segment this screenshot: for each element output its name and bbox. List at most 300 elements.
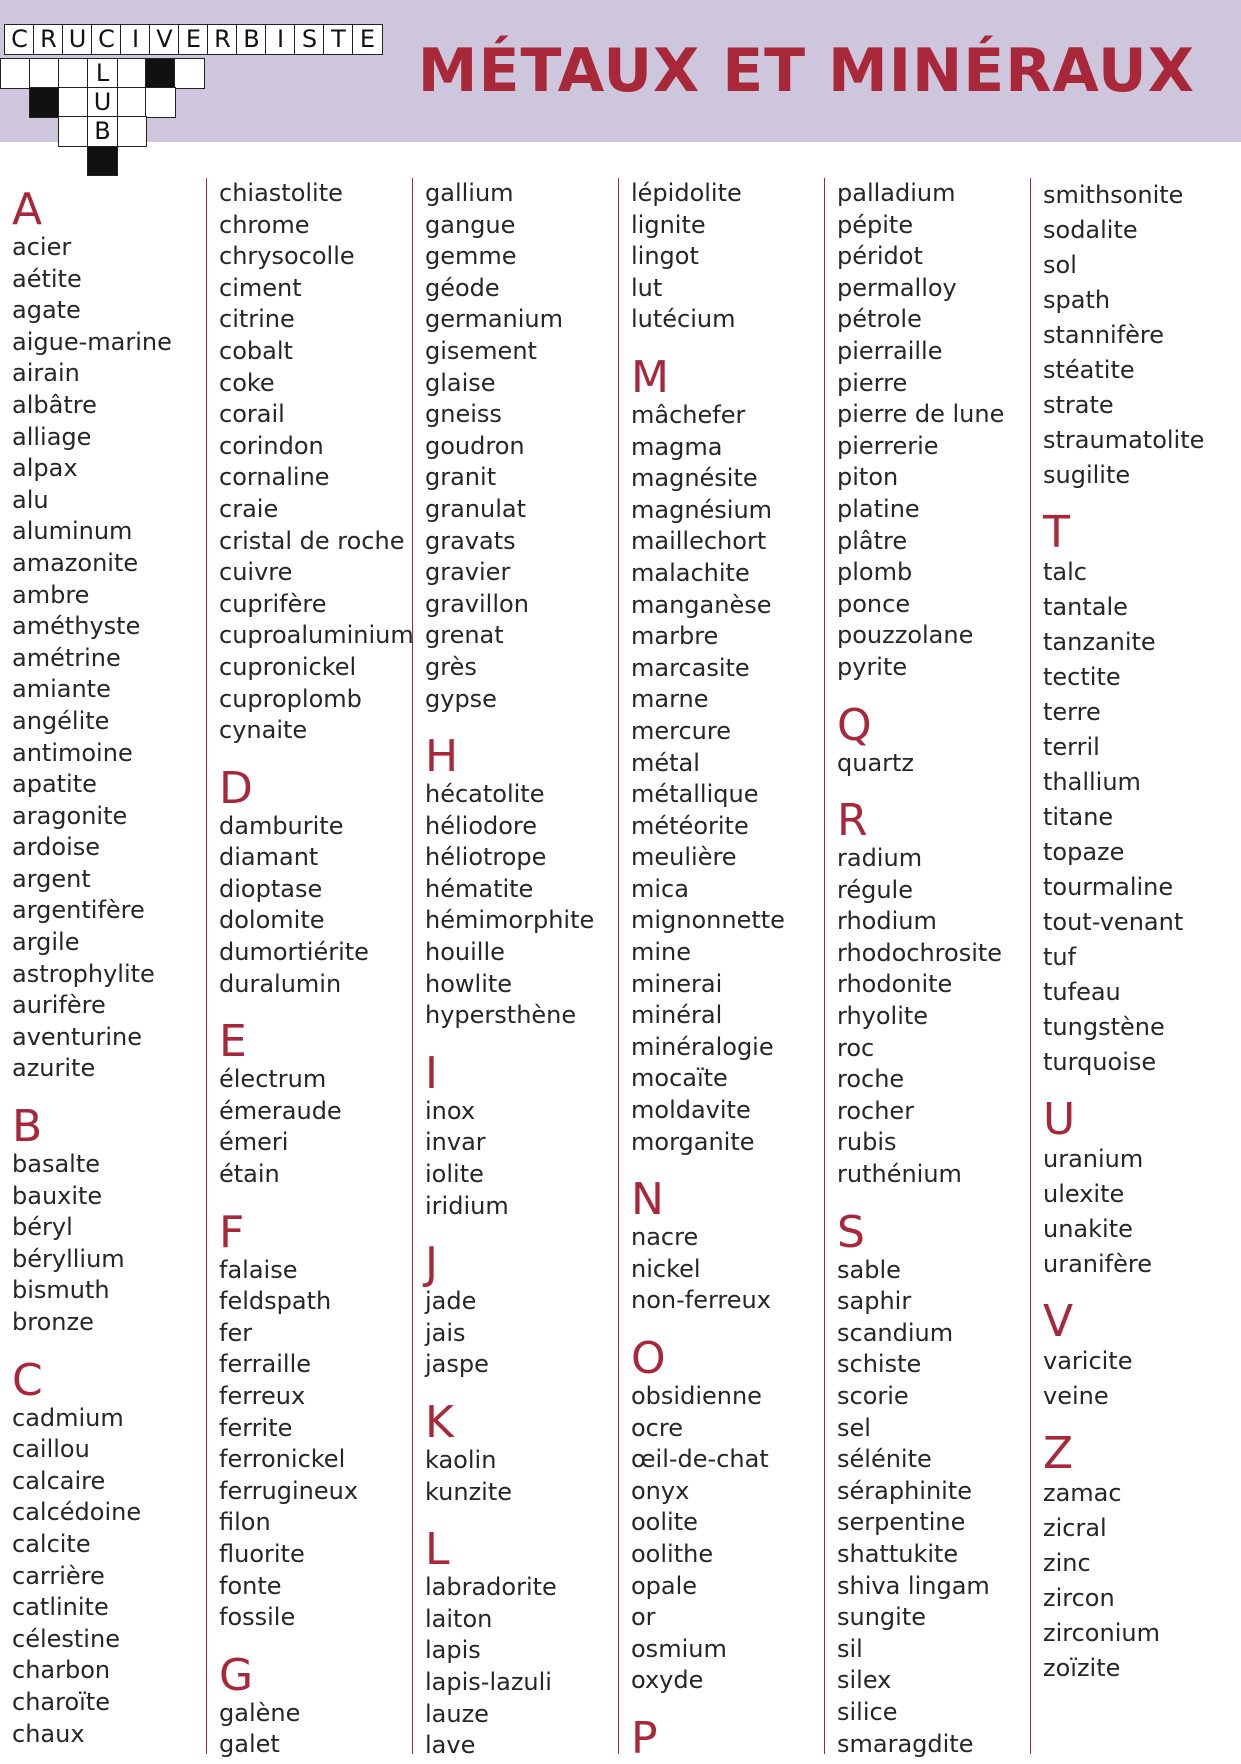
- word-item: antimoine: [12, 738, 133, 767]
- word-item: lignite: [631, 210, 706, 239]
- word-item: dumortiérite: [219, 938, 369, 967]
- word-item: étain: [219, 1160, 280, 1189]
- word-item: permalloy: [837, 273, 957, 302]
- word-item: mâchefer: [631, 400, 746, 429]
- word-item: ciment: [219, 273, 302, 302]
- letter-group: [631, 1712, 824, 1764]
- word-item: chiastolite: [219, 179, 343, 207]
- letter-group: [1043, 507, 1236, 1080]
- word-item: talc: [1043, 558, 1087, 586]
- word-item: zircon: [1043, 1584, 1115, 1612]
- word-item: ferraille: [219, 1350, 312, 1379]
- word-item: filon: [219, 1508, 271, 1537]
- logo-letter-cell: B: [236, 24, 267, 55]
- word-item: jais: [425, 1318, 466, 1347]
- word-item: aventurine: [12, 1022, 143, 1051]
- word-item: nacre: [631, 1223, 699, 1252]
- word-item: calcite: [12, 1529, 91, 1558]
- word-item: ponce: [837, 589, 911, 618]
- word-item: ferreux: [219, 1382, 306, 1410]
- word-item: iridium: [425, 1191, 509, 1220]
- word-item: charbon: [12, 1656, 111, 1685]
- section-letter: B: [12, 1101, 43, 1153]
- logo-letter-cell: R: [33, 24, 64, 55]
- word-item: jade: [425, 1287, 477, 1316]
- section-letter: H: [425, 731, 459, 783]
- section-letter: M: [631, 351, 669, 403]
- word-item: sélénite: [837, 1445, 932, 1474]
- column-3: [412, 178, 618, 1760]
- logo-cell: [116, 58, 147, 89]
- word-item: cuprifère: [219, 589, 327, 618]
- word-item: béryllium: [12, 1244, 125, 1273]
- word-item: fer: [219, 1318, 253, 1347]
- letter-group: [631, 1174, 824, 1317]
- word-item: amiante: [12, 675, 111, 704]
- word-item: pierrerie: [837, 431, 939, 460]
- word-item: inox: [425, 1096, 476, 1125]
- word-item: galène: [219, 1698, 301, 1727]
- word-item: unakite: [1043, 1215, 1133, 1243]
- word-item: astrophylite: [12, 959, 155, 988]
- word-item: gallium: [425, 179, 514, 207]
- word-item: cuproplomb: [219, 684, 362, 713]
- word-item: howlite: [425, 969, 513, 998]
- word-item: ocre: [631, 1413, 683, 1442]
- word-item: bronze: [12, 1308, 94, 1336]
- letter-group: [425, 1047, 618, 1222]
- section-letter: E: [219, 1016, 247, 1068]
- word-item: gravats: [425, 526, 516, 555]
- logo-cell: [0, 58, 31, 89]
- word-item: spath: [1043, 286, 1111, 314]
- word-item: acier: [12, 233, 72, 261]
- word-item: airain: [12, 359, 80, 388]
- section-letter: R: [837, 795, 868, 847]
- word-item: sugilite: [1043, 461, 1131, 489]
- word-item: métallique: [631, 780, 759, 809]
- letter-group: [425, 731, 618, 1032]
- section-letter: G: [219, 1649, 254, 1701]
- section-letter: V: [1043, 1296, 1074, 1347]
- word-item: aigue-marine: [12, 327, 172, 356]
- word-item: zoïzite: [1043, 1654, 1121, 1682]
- word-item: calcédoine: [12, 1498, 142, 1527]
- word-item: smithsonite: [1043, 181, 1184, 209]
- word-item: rhyolite: [837, 1002, 929, 1031]
- letter-group: [1043, 1296, 1236, 1414]
- word-item: saphir: [837, 1287, 912, 1316]
- word-item: rubis: [837, 1128, 897, 1157]
- word-item: scorie: [837, 1382, 909, 1410]
- word-item: tourmaline: [1043, 873, 1174, 901]
- word-item: chrysocolle: [219, 242, 355, 271]
- word-item: chrome: [219, 210, 310, 239]
- word-item: carrière: [12, 1561, 105, 1590]
- word-item: fonte: [219, 1571, 282, 1600]
- logo-letter-cell: E: [352, 24, 383, 55]
- word-item: pierraille: [837, 336, 943, 365]
- word-item: pierre de lune: [837, 400, 1005, 429]
- word-item: nickel: [631, 1254, 701, 1283]
- word-item: aétite: [12, 264, 82, 293]
- word-item: magnésium: [631, 495, 773, 524]
- word-item: piton: [837, 463, 899, 492]
- letter-group: [631, 178, 824, 336]
- word-item: hématite: [425, 874, 534, 903]
- word-item: rhodochrosite: [837, 938, 1003, 967]
- section-letter: A: [12, 184, 43, 235]
- word-item: zicral: [1043, 1514, 1107, 1542]
- word-item: émeri: [219, 1128, 289, 1157]
- word-item: ruthénium: [837, 1160, 962, 1189]
- word-item: rhodium: [837, 907, 937, 936]
- word-item: feldspath: [219, 1287, 332, 1316]
- logo-black-cell: [29, 87, 60, 118]
- word-item: uranifère: [1043, 1250, 1152, 1278]
- section-letter: I: [425, 1047, 438, 1099]
- word-item: ferrugineux: [219, 1476, 359, 1505]
- column-6: [1030, 178, 1236, 1754]
- word-item: straumatolite: [1043, 426, 1205, 454]
- word-item: amazonite: [12, 548, 139, 577]
- letter-group: [425, 1238, 618, 1381]
- word-item: bauxite: [12, 1181, 103, 1210]
- word-item: houille: [425, 938, 505, 967]
- word-item: alpax: [12, 454, 78, 483]
- word-item: granulat: [425, 494, 527, 523]
- logo-letter-cell: S: [294, 24, 325, 55]
- word-item: schiste: [837, 1350, 922, 1379]
- word-item: marcasite: [631, 653, 750, 682]
- logo-letter-cell: I: [265, 24, 296, 55]
- word-item: coke: [219, 368, 275, 397]
- word-item: zinc: [1043, 1549, 1091, 1577]
- word-item: smaragdite: [837, 1729, 974, 1758]
- word-item: hémimorphite: [425, 906, 595, 935]
- word-item: corail: [219, 400, 285, 429]
- word-item: pétrole: [837, 305, 922, 334]
- word-item: tufeau: [1043, 978, 1121, 1006]
- logo-cell: [58, 58, 89, 89]
- word-item: plâtre: [837, 526, 908, 555]
- word-item: terre: [1043, 698, 1101, 726]
- word-item: catlinite: [12, 1593, 109, 1622]
- column-1: [0, 178, 205, 1754]
- letter-group: [837, 699, 1030, 780]
- letter-group: [12, 184, 205, 1085]
- logo-cell: [29, 58, 60, 89]
- word-item: héliodore: [425, 811, 538, 840]
- letter-group: [219, 178, 412, 747]
- letter-group: [12, 1354, 205, 1751]
- logo-letter-cell: B: [87, 116, 118, 147]
- word-item: dolomite: [219, 906, 325, 935]
- word-item: shattukite: [837, 1539, 959, 1568]
- word-item: scandium: [837, 1318, 954, 1347]
- word-item: osmium: [631, 1634, 727, 1663]
- word-item: palladium: [837, 179, 956, 207]
- word-item: corindon: [219, 431, 324, 460]
- logo-cell: [145, 87, 176, 118]
- word-item: cornaline: [219, 463, 330, 492]
- word-item: kunzite: [425, 1477, 513, 1506]
- word-item: péridot: [837, 242, 923, 271]
- word-item: basalte: [12, 1150, 100, 1179]
- word-item: labradorite: [425, 1573, 557, 1602]
- section-letter: O: [631, 1333, 666, 1384]
- letter-group: [425, 178, 618, 715]
- word-item: morganite: [631, 1127, 755, 1156]
- word-item: magnésite: [631, 464, 758, 493]
- section-letter: L: [425, 1524, 450, 1576]
- word-item: dioptase: [219, 874, 323, 903]
- word-item: cuivre: [219, 558, 293, 587]
- letter-group: [219, 762, 412, 1001]
- word-item: terril: [1043, 733, 1100, 761]
- word-item: mignonnette: [631, 906, 785, 935]
- letter-group: [1043, 178, 1236, 493]
- column-2: [206, 178, 414, 1759]
- word-item: sodalite: [1043, 216, 1138, 244]
- word-item: galet: [219, 1730, 280, 1759]
- word-item: tantale: [1043, 593, 1128, 621]
- word-item: topaze: [1043, 838, 1125, 866]
- word-item: minéral: [631, 1001, 723, 1030]
- word-item: iolite: [425, 1160, 484, 1189]
- section-letter: Z: [1043, 1428, 1074, 1479]
- word-item: angélite: [12, 706, 110, 735]
- section-letter: D: [219, 762, 253, 814]
- word-item: gravier: [425, 558, 511, 587]
- word-item: serpentine: [837, 1508, 966, 1537]
- word-item: alu: [12, 485, 49, 514]
- word-item: malachite: [631, 558, 750, 587]
- word-item: stéatite: [1043, 356, 1135, 384]
- word-item: cynaite: [219, 716, 308, 745]
- column-5: [824, 178, 1030, 1758]
- word-item: lut: [631, 273, 663, 302]
- word-item: roc: [837, 1033, 875, 1062]
- cruciverbiste-club-logo: [0, 0, 430, 190]
- word-item: marne: [631, 685, 709, 714]
- word-item: gemme: [425, 242, 517, 271]
- word-item: œil-de-chat: [631, 1445, 769, 1474]
- word-item: améthyste: [12, 612, 141, 641]
- column-4: [618, 178, 824, 1764]
- word-item: silice: [837, 1697, 898, 1726]
- word-item: sel: [837, 1413, 871, 1442]
- letter-group: [631, 1333, 824, 1697]
- word-item: rhodonite: [837, 970, 953, 999]
- word-item: grès: [425, 652, 477, 681]
- page-title: MÉTAUX ET MINÉRAUX: [417, 36, 1195, 106]
- word-item: aragonite: [12, 801, 128, 830]
- word-item: rocher: [837, 1096, 915, 1125]
- letter-group: [837, 1206, 1030, 1761]
- section-letter: U: [1043, 1094, 1076, 1145]
- logo-letter-cell: R: [207, 24, 238, 55]
- word-item: gneiss: [425, 400, 502, 429]
- word-item: marbre: [631, 622, 719, 651]
- word-item: cadmium: [12, 1403, 124, 1432]
- logo-cell: [58, 87, 89, 118]
- word-item: fossile: [219, 1603, 296, 1632]
- word-item: glaise: [425, 368, 496, 397]
- word-item: séraphinite: [837, 1476, 973, 1505]
- letter-group: [425, 1397, 618, 1508]
- word-item: meulière: [631, 843, 737, 872]
- word-item: météorite: [631, 811, 749, 840]
- word-item: granit: [425, 463, 497, 492]
- word-item: sable: [837, 1255, 901, 1284]
- word-item: sol: [1043, 251, 1077, 279]
- word-item: aluminum: [12, 517, 133, 546]
- word-item: lépidolite: [631, 179, 742, 207]
- word-item: diamant: [219, 843, 319, 872]
- word-item: fluorite: [219, 1539, 305, 1568]
- word-item: pouzzolane: [837, 621, 974, 650]
- word-item: gypse: [425, 684, 497, 713]
- word-list-columns: [0, 178, 1241, 1764]
- word-item: caillou: [12, 1435, 90, 1464]
- letter-group: [219, 1649, 412, 1761]
- word-item: zirconium: [1043, 1619, 1160, 1647]
- word-item: or: [631, 1603, 656, 1632]
- word-item: cupronickel: [219, 652, 357, 681]
- logo-letter-cell: T: [323, 24, 354, 55]
- word-item: jaspe: [425, 1350, 489, 1379]
- word-item: bismuth: [12, 1276, 110, 1305]
- word-item: obsidienne: [631, 1382, 762, 1410]
- section-letter: P: [631, 1712, 658, 1764]
- word-item: strate: [1043, 391, 1114, 419]
- word-item: mica: [631, 874, 689, 903]
- word-item: agate: [12, 296, 81, 325]
- word-item: silex: [837, 1666, 892, 1695]
- word-item: damburite: [219, 811, 344, 840]
- word-item: métal: [631, 748, 700, 777]
- word-item: lingot: [631, 242, 699, 271]
- logo-cell: [174, 58, 205, 89]
- word-item: cristal de roche: [219, 526, 405, 555]
- section-letter: C: [12, 1354, 43, 1406]
- word-item: veine: [1043, 1382, 1109, 1410]
- word-item: zamac: [1043, 1479, 1122, 1507]
- word-item: quartz: [837, 748, 915, 777]
- word-item: pépite: [837, 210, 914, 239]
- word-item: oolithe: [631, 1539, 714, 1568]
- word-item: albâtre: [12, 390, 97, 419]
- word-item: shiva lingam: [837, 1571, 990, 1600]
- word-item: uranium: [1043, 1145, 1144, 1173]
- section-letter: N: [631, 1174, 664, 1226]
- word-item: béryl: [12, 1213, 73, 1242]
- word-item: apatite: [12, 770, 97, 799]
- word-item: tanzanite: [1043, 628, 1156, 656]
- word-item: amétrine: [12, 643, 121, 672]
- word-item: cuproaluminium: [219, 621, 414, 650]
- word-item: alliage: [12, 422, 92, 451]
- word-item: tuf: [1043, 943, 1077, 971]
- word-item: gravillon: [425, 589, 529, 618]
- word-item: hypersthène: [425, 1001, 577, 1030]
- logo-black-cell: [87, 145, 118, 176]
- word-item: argile: [12, 928, 80, 957]
- word-item: calcaire: [12, 1466, 106, 1495]
- logo-letter-cell: U: [62, 24, 93, 55]
- letter-group: [1043, 1428, 1236, 1686]
- word-item: roche: [837, 1065, 905, 1094]
- word-item: ferrite: [219, 1413, 293, 1442]
- word-item: citrine: [219, 305, 295, 334]
- logo-black-cell: [145, 58, 176, 89]
- word-item: duralumin: [219, 969, 342, 998]
- word-item: mercure: [631, 716, 731, 745]
- word-item: électrum: [219, 1065, 327, 1094]
- word-item: gisement: [425, 336, 537, 365]
- logo-letter-cell: C: [91, 24, 122, 55]
- word-item: hécatolite: [425, 780, 545, 809]
- word-item: varicite: [1043, 1347, 1133, 1375]
- logo-cell: [116, 116, 147, 147]
- word-item: lapis-lazuli: [425, 1667, 552, 1696]
- word-item: charoïte: [12, 1687, 110, 1716]
- word-item: craie: [219, 494, 279, 523]
- word-item: argentifère: [12, 896, 145, 925]
- logo-letter-cell: I: [120, 24, 151, 55]
- section-letter: J: [425, 1238, 438, 1290]
- word-item: maillechort: [631, 527, 767, 556]
- word-item: émeraude: [219, 1096, 342, 1125]
- word-item: célestine: [12, 1624, 120, 1653]
- word-item: magma: [631, 432, 723, 461]
- letter-group: [1043, 1094, 1236, 1282]
- word-item: kaolin: [425, 1446, 497, 1474]
- word-item: pierre: [837, 368, 908, 397]
- word-item: azurite: [12, 1054, 96, 1083]
- word-item: turquoise: [1043, 1048, 1157, 1076]
- letter-group: [631, 351, 824, 1158]
- word-item: goudron: [425, 431, 525, 460]
- word-item: argent: [12, 864, 91, 893]
- word-item: ferronickel: [219, 1445, 346, 1474]
- word-item: laiton: [425, 1604, 493, 1633]
- word-item: tungstène: [1043, 1013, 1165, 1041]
- word-item: grenat: [425, 621, 504, 650]
- word-item: non-ferreux: [631, 1286, 771, 1315]
- letter-group: [837, 178, 1030, 684]
- word-item: oolite: [631, 1508, 698, 1537]
- word-item: tout-venant: [1043, 908, 1184, 936]
- word-item: minéralogie: [631, 1032, 774, 1061]
- section-letter: F: [219, 1206, 245, 1258]
- section-letter: K: [425, 1397, 454, 1448]
- logo-letter-cell: E: [178, 24, 209, 55]
- word-item: lutécium: [631, 305, 736, 334]
- word-item: opale: [631, 1571, 698, 1600]
- word-item: platine: [837, 494, 920, 523]
- word-item: radium: [837, 844, 923, 873]
- section-letter: S: [837, 1206, 865, 1258]
- word-item: sil: [837, 1634, 863, 1663]
- word-item: titane: [1043, 803, 1114, 831]
- word-item: régule: [837, 875, 913, 904]
- word-item: stannifère: [1043, 321, 1165, 349]
- word-item: lave: [425, 1731, 476, 1760]
- letter-group: [837, 795, 1030, 1191]
- letter-group: [12, 1101, 205, 1339]
